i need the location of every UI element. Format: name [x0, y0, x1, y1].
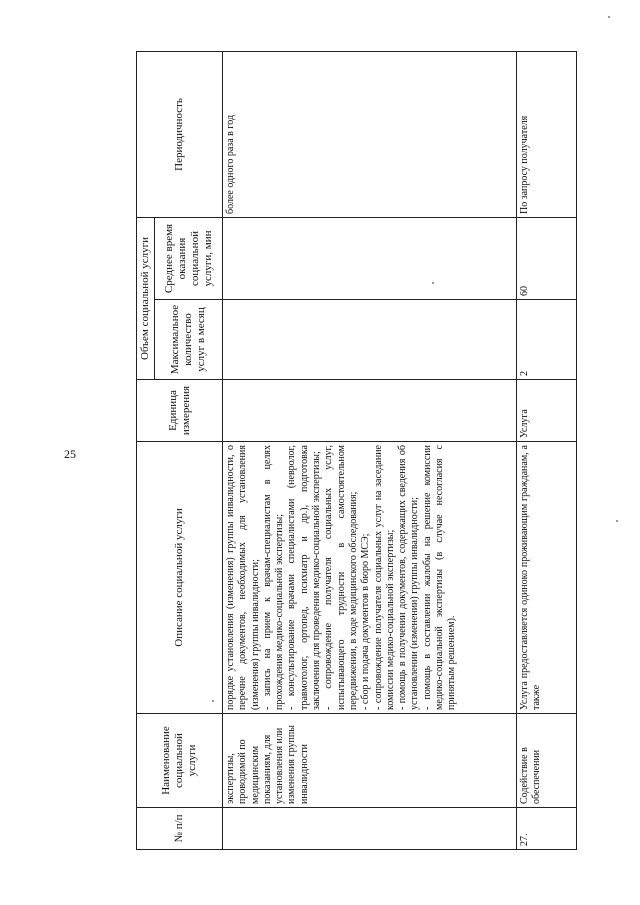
description-line: - сбор и подача документов в бюро МСЭ; [360, 533, 372, 710]
scan-speck [212, 700, 214, 702]
row-max-count [223, 300, 517, 380]
description-line: - сопровождение получателя социальных услуг, испытывающего трудности в самостоятельном передвижении, в ходе медицинского обследования; [323, 445, 359, 710]
row-description [223, 442, 517, 714]
description-line: Услуга предоставляется одиноко проживающим гражданам, а также [519, 445, 543, 710]
rotated-table-container [136, 52, 572, 850]
row-description [517, 442, 577, 714]
header-volume-group: Объем социальной услуги [137, 217, 155, 379]
header-num: № п/п [137, 808, 223, 850]
header-max-count: Максимальное количество услуг в месяц [155, 300, 223, 380]
page-number: 25 [64, 447, 76, 461]
description-line: - запись на прием к врачам-специалистам в целях прохождения медико-социальной экспертизы; [261, 445, 286, 710]
description-line: - помощь в получении документов, содержащих сведения об установлении (изменении) группы инвалидности; [397, 445, 421, 710]
description-line: - консультирование врачами специалистами (невролог, травмотолог, ортопед, психиатр и др.), подготовка заключения для проведения медико-социальной экспертизы; [286, 445, 323, 710]
header-description: Описание социальной услуги [137, 442, 223, 714]
scan-speck [432, 282, 434, 284]
row-name: Содействие в обеспечении [517, 714, 577, 808]
row-avg-time [223, 217, 517, 299]
description-line: порядке установления (изменения) группы инвалидности, о перечне документов, необходимых для установления (изменения) группы инвалидности; [225, 445, 261, 710]
scan-speck [616, 520, 618, 522]
row-avg-time: 60 [517, 217, 577, 299]
header-unit: Единица измерения [137, 380, 223, 442]
row-unit [223, 380, 517, 442]
description-line: - сопровождение получателя социальных услуг на заседание комиссии медико-социальной экспертизы; [372, 445, 396, 710]
row-max-count: 2 [517, 300, 577, 380]
table-row [223, 51, 517, 849]
row-periodicity: По запросу получателя [517, 51, 577, 217]
services-table [136, 51, 577, 850]
row-name: экспертизы, проводимой по медицинским показаниям, для установления или изменения группы инвалидности [223, 714, 517, 808]
header-name: Наименование социальной услуги [137, 714, 223, 808]
header-avg-time: Среднее время оказания социальной услуги, мин [155, 217, 223, 299]
header-periodicity: Периодичность [137, 51, 223, 217]
scan-speck [608, 16, 610, 18]
table-row [517, 51, 577, 849]
row-periodicity: более одного раза в год [223, 51, 517, 217]
row-unit: Услуга [517, 380, 577, 442]
description-line: - помощь в составлении жалобы на решение комиссии медико-социальной экспертизы (в случае несогласия с принятым решением). [421, 445, 458, 710]
row-num [223, 808, 517, 850]
row-num: 27. [517, 808, 577, 850]
